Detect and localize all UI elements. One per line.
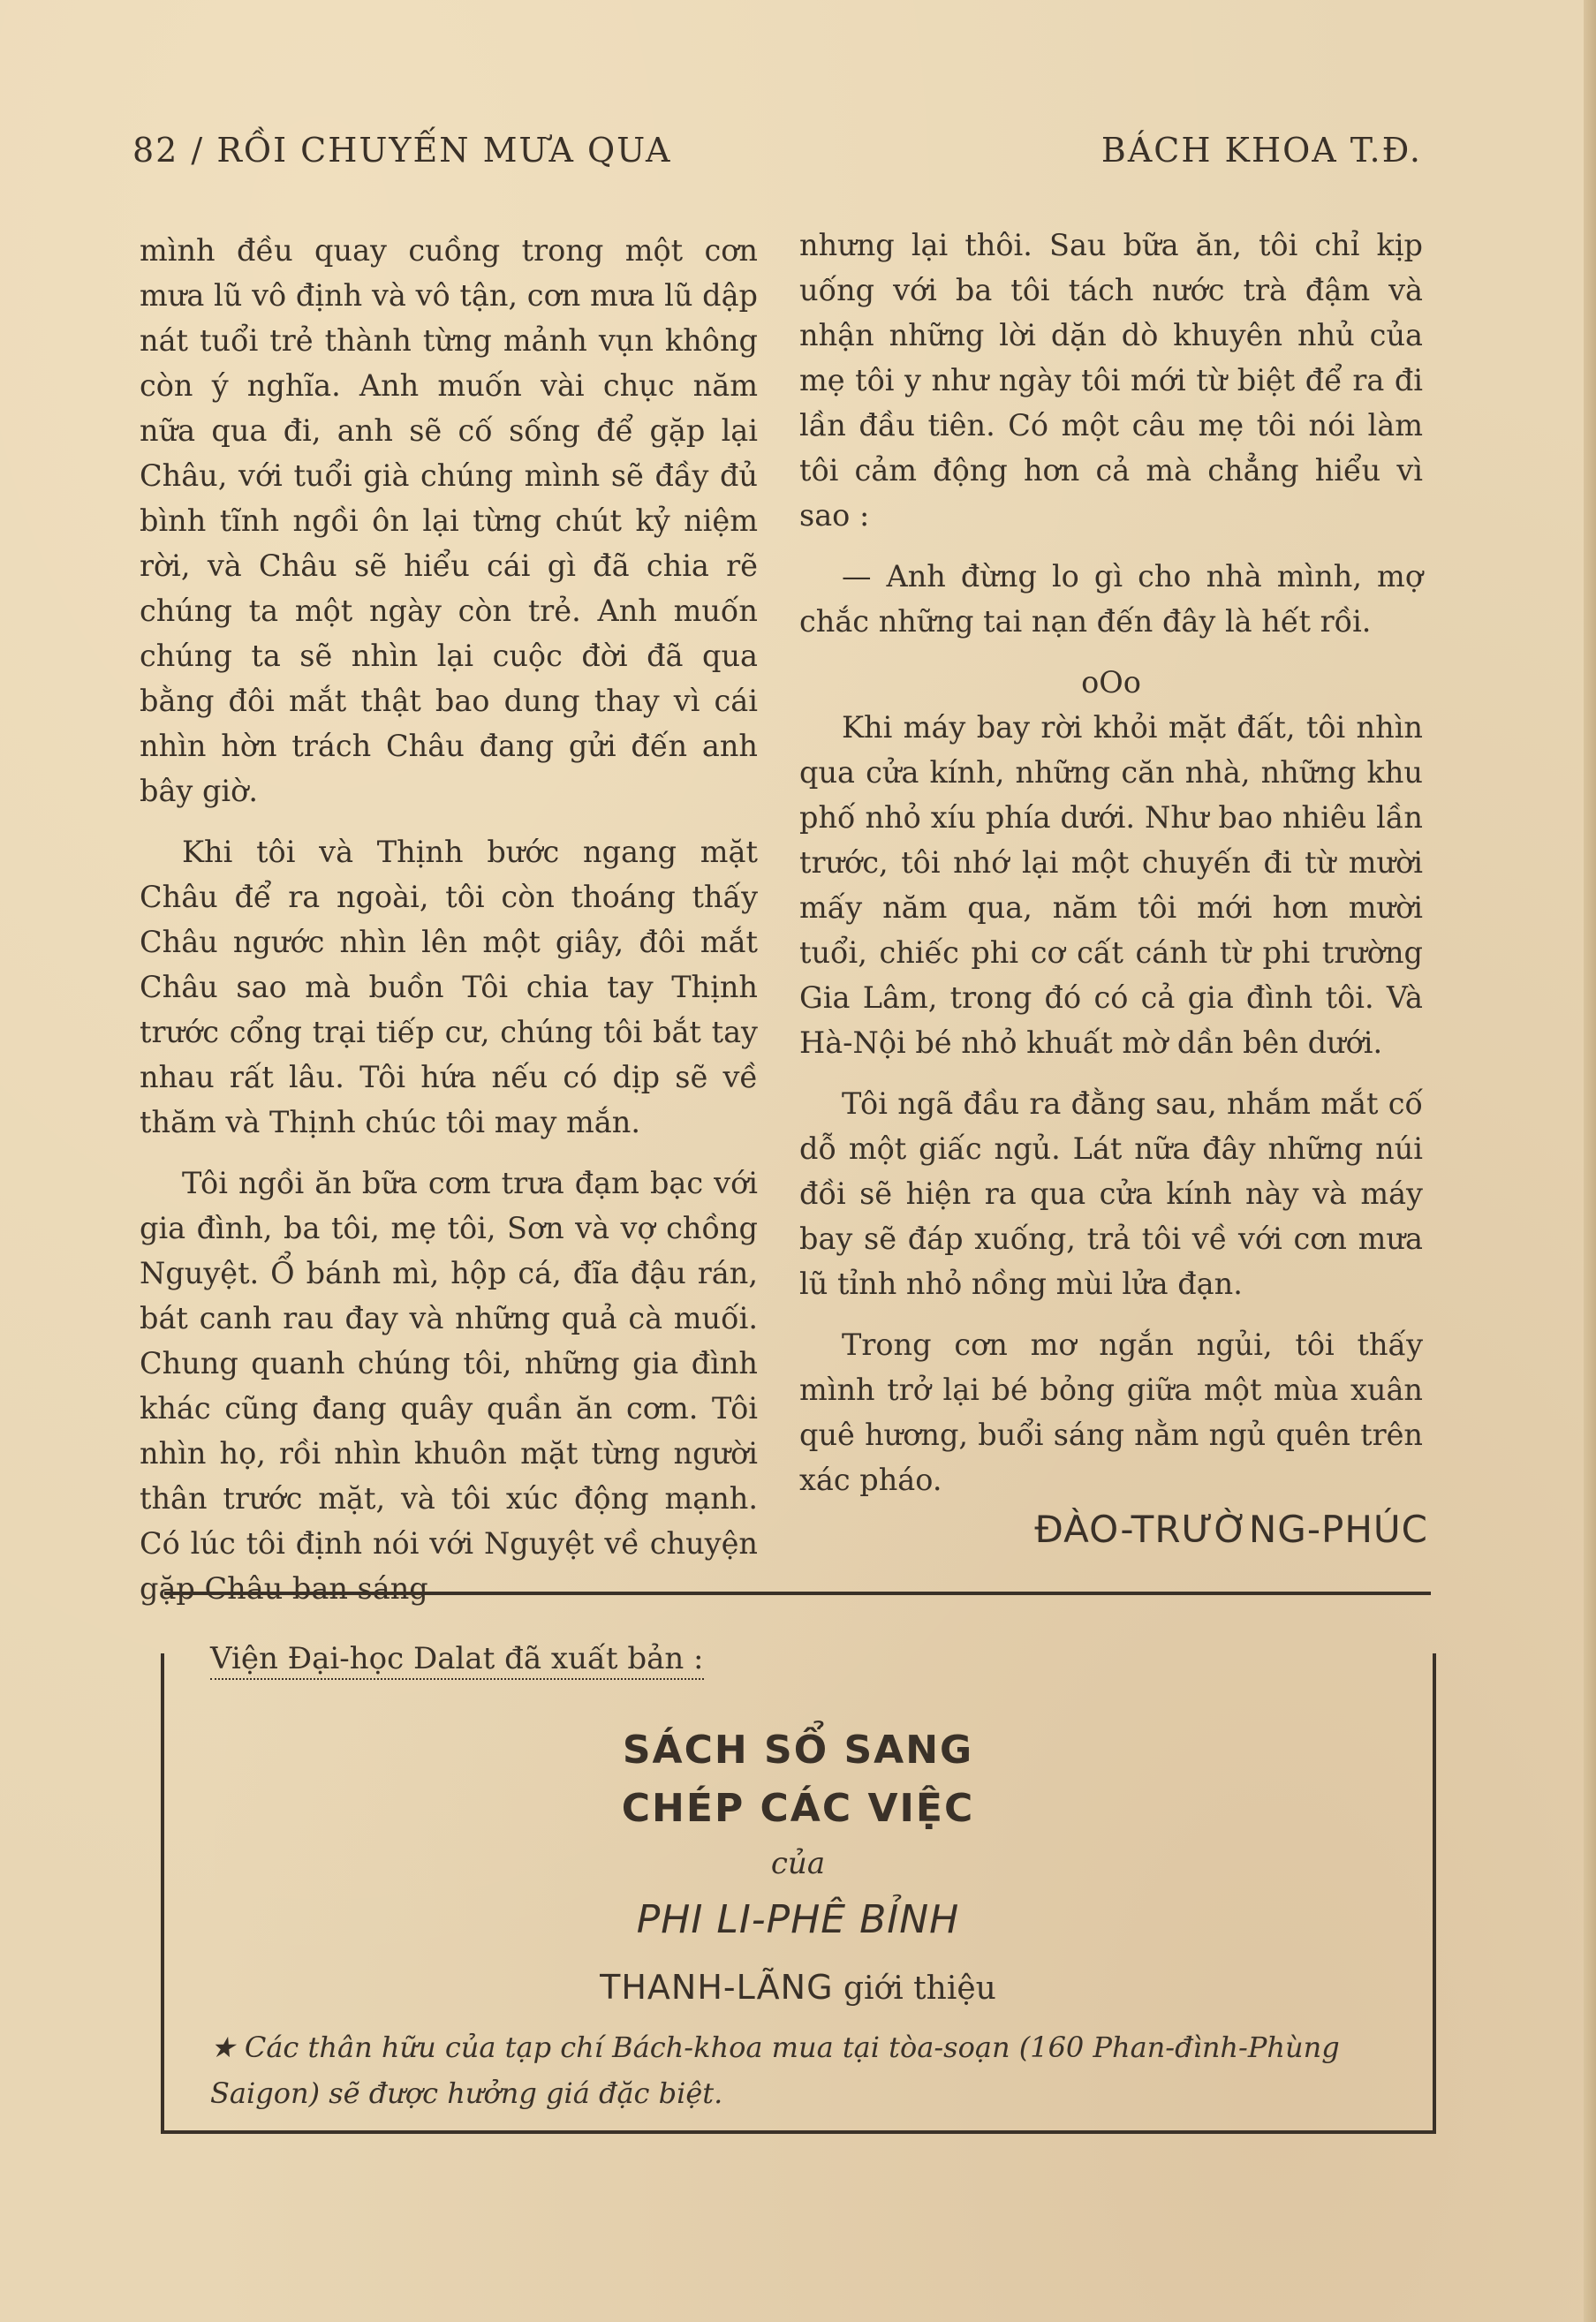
- paragraph: Tôi ngã đầu ra đằng sau, nhắm mắt cố dỗ một giấc ngủ. Lát nữa đây những núi đồi sẽ hiện ra qua cửa kính này và máy bay sẽ đáp xuống, trả tôi về với cơn mưa lũ tỉnh nhỏ nồng mùi lửa đạn.: [799, 1086, 1423, 1301]
- advert-note: ★ Các thân hữu của tạp chí Bách-khoa mua tại tòa-soạn (160 Phan-đình-Phùng Saigon) sẽ được hưởng giá đặc biệt.: [210, 2031, 1340, 2110]
- page-header: [132, 131, 1422, 184]
- presenter-suffix: giới thiệu: [833, 1970, 996, 2007]
- dialogue-paragraph: — Anh đừng lo gì cho nhà mình, mợ chắc những tai nạn đến đây là hết rồi.: [799, 559, 1423, 639]
- paragraph: Khi tôi và Thịnh bước ngang mặt Châu để ra ngoài, tôi còn thoáng thấy Châu ngước nhìn lên một giây, đôi mắt Châu sao mà buồn Tôi chia tay Thịnh trước cổng trại tiếp cư, chúng tôi bắt tay nhau rất lâu. Tôi hứa nếu có dịp sẽ về thăm và Thịnh chúc tôi may mắn.: [140, 835, 758, 1139]
- divider-line: [164, 1592, 1431, 1595]
- header-magazine-name: BÁCH KHOA T.Đ.: [1101, 131, 1422, 170]
- paragraph: Khi máy bay rời khỏi mặt đất, tôi nhìn qua cửa kính, những căn nhà, những khu phố nhỏ xíu phía dưới. Như bao nhiêu lần trước, tôi nhớ lại một chuyến đi từ mười mấy năm qua, năm tôi mới hơn mười tuổi, chiếc phi cơ cất cánh từ phi trường Gia Lâm, trong đó có cả gia đình tôi. Và Hà-Nội bé nhỏ khuất mờ dần bên dưới.: [799, 710, 1423, 1060]
- section-separator: oOo: [1081, 665, 1141, 700]
- advert-book-title-2: CHÉP CÁC VIỆC: [621, 1786, 975, 1831]
- author-signature: ĐÀO-TRƯỜNG-PHÚC: [1034, 1508, 1428, 1551]
- advert-author: PHI LI-PHÊ BỈNH: [636, 1897, 960, 1942]
- paragraph: nhưng lại thôi. Sau bữa ăn, tôi chỉ kịp uống với ba tôi tách nước trà đậm và nhận những lời dặn dò khuyên nhủ của mẹ tôi y như ngày tôi mới từ biệt để ra đi lần đầu tiên. Có một câu mẹ tôi nói làm tôi cảm động hơn cả mà chẳng hiểu vì sao :: [799, 228, 1423, 533]
- advert-intro: Viện Đại-học Dalat đã xuất bản :: [210, 1641, 704, 1680]
- paragraph: Trong cơn mơ ngắn ngủi, tôi thấy mình trở lại bé bỏng giữa một mùa xuân quê hương, buổi sáng nằm ngủ quên trên xác pháo.: [799, 1327, 1423, 1497]
- header-page-title: 82 / RỒI CHUYẾN MƯA QUA: [132, 131, 672, 170]
- paragraph: mình đều quay cuồng trong một cơn mưa lũ vô định và vô tận, cơn mưa lũ dập nát tuổi trẻ thành từng mảnh vụn không còn ý nghĩa. Anh muốn vài chục năm nữa qua đi, anh sẽ cố sống để gặp lại Châu, với tuổi già chúng mình sẽ đầy đủ bình tĩnh ngồi ôn lại từng chút kỷ niệm rời, và Châu sẽ hiểu cái gì đã chia rẽ chúng ta một ngày còn trẻ. Anh muốn chúng ta sẽ nhìn lại cuộc đời đã qua bằng đôi mắt thật bao dung thay vì cái nhìn hờn trách Châu đang gửi đến anh bây giờ.: [140, 233, 758, 808]
- presenter-name: THANH-LÃNG: [600, 1968, 834, 2007]
- advert-by-label: của: [770, 1846, 826, 1881]
- right-column: [799, 223, 1423, 1502]
- paragraph: Tôi ngồi ăn bữa cơm trưa đạm bạc với gia đình, ba tôi, mẹ tôi, Sơn và vợ chồng Nguyệt. Ổ bánh mì, hộp cá, đĩa đậu rán, bát canh rau đay và những quả cà muối. Chung quanh chúng tôi, những gia đình khác cũng đang quây quần ăn cơm. Tôi nhìn họ, rồi nhìn khuôn mặt từng người thân trước mặt, và tôi xúc động mạnh. Có lúc tôi định nói với Nguyệt về chuyện gặp Châu ban sáng: [140, 1166, 758, 1606]
- advert-book-title: SÁCH SỔ SANG: [622, 1728, 974, 1773]
- left-column: [140, 228, 758, 1611]
- advert-presenter: [0, 1968, 1596, 2007]
